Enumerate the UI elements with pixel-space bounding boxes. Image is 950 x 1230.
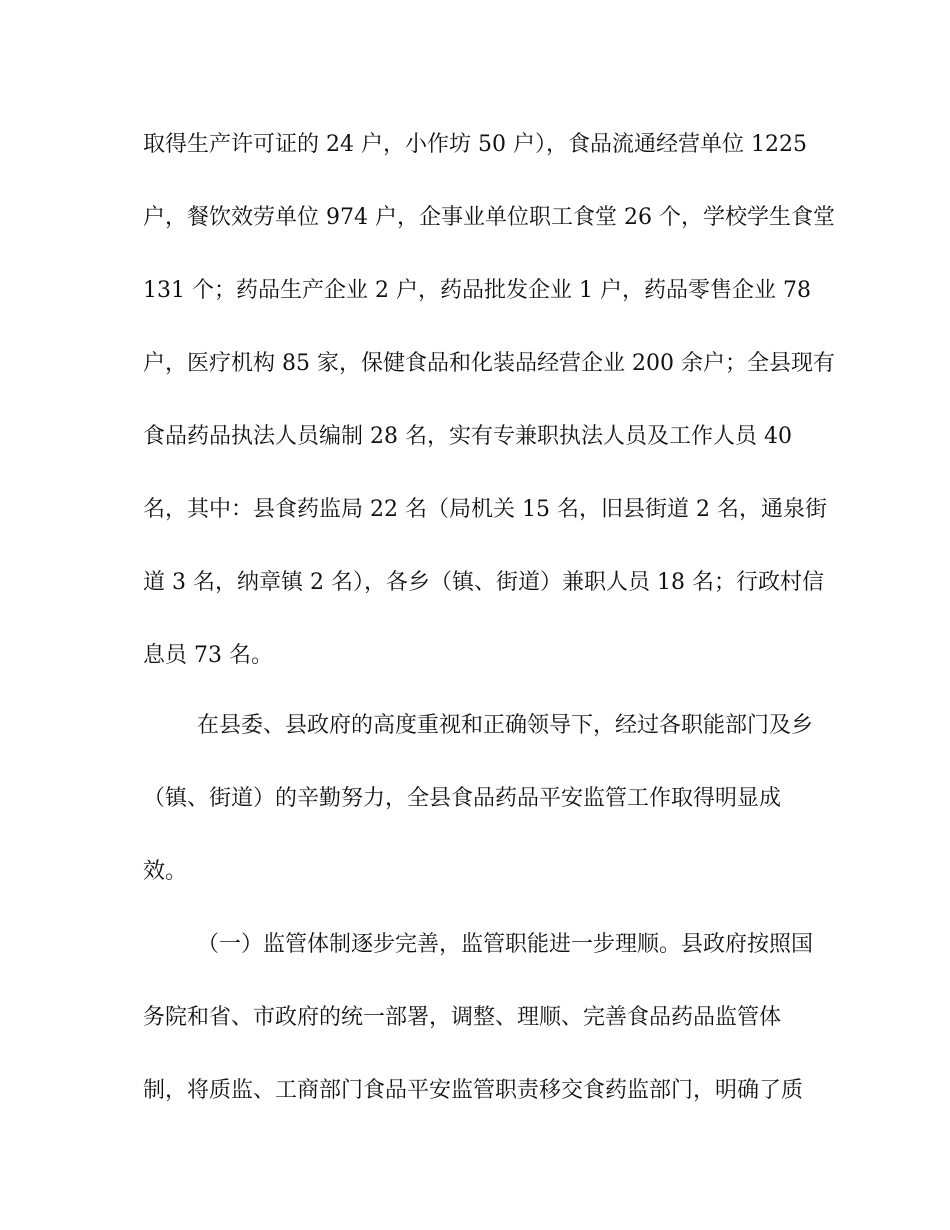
body-text-line: 户，餐饮效劳单位 974 户，企事业单位职工食堂 26 个，学校学生食堂 — [143, 205, 835, 230]
body-text-line: 131 个；药品生产企业 2 户，药品批发企业 1 户，药品零售企业 78 — [143, 278, 811, 303]
body-text-line: 食品药品执法人员编制 28 名，实有专兼职执法人员及工作人员 40 — [143, 424, 792, 449]
body-text-line: 在县委、县政府的高度重视和正确领导下，经过各职能部门及乡 — [197, 713, 814, 738]
body-text-line: （一）监管体制逐步完善，监管职能进一步理顺。县政府按照国 — [197, 932, 814, 957]
body-text-line: 户，医疗机构 85 家，保健食品和化装品经营企业 200 余户；全县现有 — [143, 351, 835, 376]
body-text-line: 制，将质监、工商部门食品平安监管职责移交食药监部门，明确了质 — [143, 1078, 804, 1103]
body-text-line: 名，其中：县食药监局 22 名（局机关 15 名，旧县街道 2 名，通泉街 — [143, 497, 827, 522]
body-text-line: 效。 — [143, 859, 188, 884]
body-text-line: 息员 73 名。 — [143, 643, 273, 668]
body-text-line: 取得生产许可证的 24 户，小作坊 50 户），食品流通经营单位 1225 — [143, 132, 807, 157]
body-text-line: 道 3 名，纳章镇 2 名），各乡（镇、街道）兼职人员 18 名；行政村信 — [143, 570, 824, 595]
body-text-line: （镇、街道）的辛勤努力，全县食品药品平安监管工作取得明显成 — [143, 786, 782, 811]
body-text-line: 务院和省、市政府的统一部署，调整、理顺、完善食品药品监管体 — [143, 1005, 782, 1030]
